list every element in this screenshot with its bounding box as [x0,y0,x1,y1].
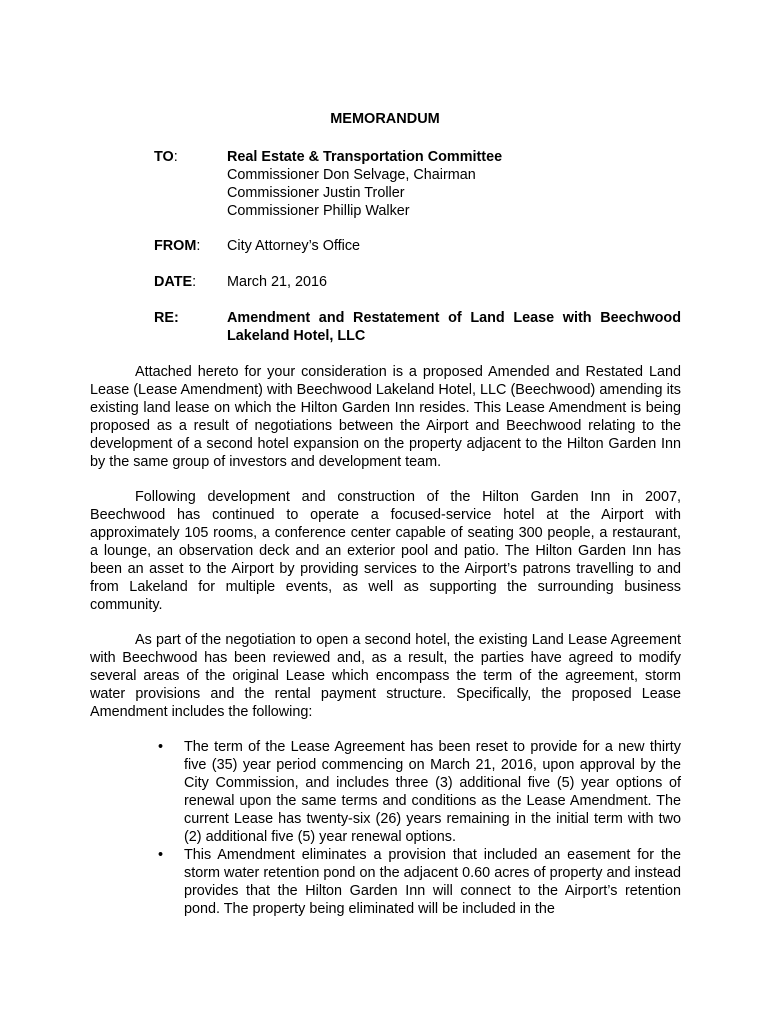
to-line-committee: Real Estate & Transportation Committee [227,149,503,165]
body-paragraph: As part of the negotiation to open a second hotel, the existing Land Lease Agreement with Beechwood has been reviewed and, as a result, the parties have agreed to modify several areas of the original Lease which encompass the term of the agreement, storm water provisions and the rental payment structure. Specifically, the proposed Lease Amendment includes the following: [90,632,681,720]
to-label: TO: [154,149,178,165]
re-label: RE: [154,310,179,326]
memo-title: MEMORANDUM [330,111,440,127]
list-item [158,846,681,918]
body-paragraph: Attached hereto for your consideration is a proposed Amended and Restated Land Lease (Lease Amendment) with Beechwood Lakeland Hotel, LLC (Beechwood) amending its existing land lease on which the Hilton Garden Inn resides. This Lease Amendment is being proposed as a result of negotiations between the Airport and Beechwood relating to the development of a second hotel expansion on the property adjacent to the Hilton Garden Inn by the same group of investors and development team. [90,364,681,470]
to-line-recipient: Commissioner Don Selvage, Chairman [227,167,476,183]
to-recipients [227,148,681,220]
list-item-text: This Amendment eliminates a provision that included an easement for the storm water retention pond on the adjacent 0.60 acres of property and instead provides that the Hilton Garden Inn will connect to the Airport’s retention pond. The property being eliminated will be included in the [184,847,681,917]
amendment-list [158,738,681,918]
re-subject: Amendment and Restatement of Land Lease with Beechwood Lakeland Hotel, LLC [227,310,681,344]
list-item [158,738,681,846]
bullet-icon: • [158,847,164,863]
bullet-icon: • [158,739,164,755]
to-line-recipient: Commissioner Phillip Walker [227,203,410,219]
from-value: City Attorney’s Office [227,238,361,254]
date-label: DATE: [154,274,197,290]
to-line-recipient: Commissioner Justin Troller [227,185,405,201]
date-value: March 21, 2016 [227,274,327,290]
body-paragraph: Following development and construction of the Hilton Garden Inn in 2007, Beechwood has continued to operate a focused-service hotel at the Airport with approximately 105 rooms, a conference center capable of seating 300 people, a restaurant, a lounge, an observation deck and an exterior pool and patio. The Hilton Garden Inn has been an asset to the Airport by providing services to the Airport’s patrons travelling to and from Lakeland for multiple events, as well as supporting the surrounding business community. [90,489,681,613]
list-item-text: The term of the Lease Agreement has been reset to provide for a new thirty five (35) year period commencing on March 21, 2016, upon approval by the City Commission, and includes three (3) additional five (5) year options of renewal upon the same terms and conditions as the Lease Amendment. The current Lease has twenty-six (26) years remaining in the initial term with two (2) additional five (5) year renewal options. [184,739,681,845]
from-label: FROM: [154,238,201,254]
